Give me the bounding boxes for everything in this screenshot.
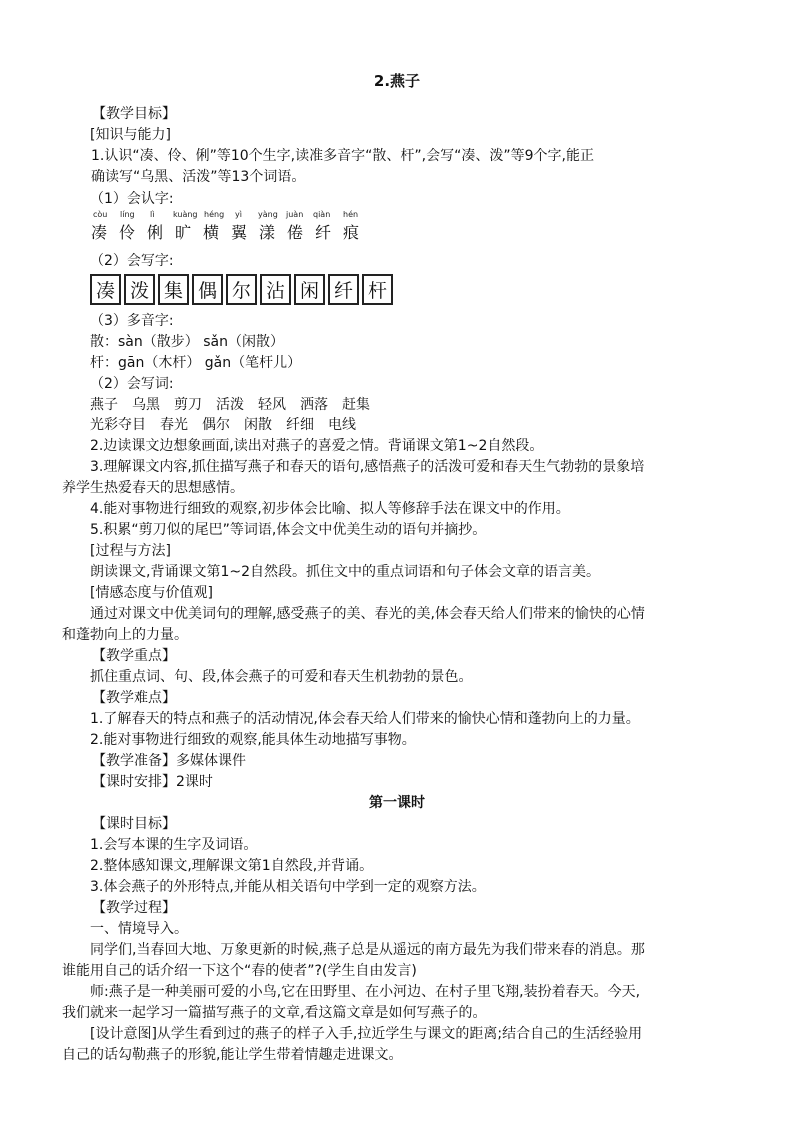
word: 活泼: [216, 397, 244, 413]
design-intent-line2: 自己的话勾勒燕子的形貌,能让学生带着情趣走进课文。: [62, 1047, 403, 1063]
write-char-cell: 泼: [124, 274, 155, 305]
word: 纤细: [286, 417, 314, 433]
writing-grid: [90, 274, 396, 305]
section-heading-schedule: 【课时安排】2课时: [92, 774, 213, 790]
words-heading: （2）会写词:: [90, 376, 174, 392]
attitude-line2: 和蓬勃向上的力量。: [62, 627, 188, 643]
pinyin: qiàn: [313, 210, 331, 219]
goal-5: 5.积累“剪刀似的尾巴”等词语,体会文中优美生动的语句并摘抄。: [90, 522, 487, 538]
section-heading-lesson-goals: 【课时目标】: [92, 816, 176, 832]
goal-1-line1: 1.认识“凑、伶、俐”等10个生字,读准多音字“散、杆”,会写“凑、泼”等9个字,能正: [91, 148, 594, 164]
polyphone-san: 散：sàn（散步） sǎn（闲散）: [90, 334, 284, 350]
step-1-heading: 一、情境导入。: [90, 921, 188, 937]
goal-1-line2: 确读写“乌黑、活泼”等13个词语。: [91, 169, 306, 185]
recognize-char: 倦: [287, 223, 304, 242]
word: 燕子: [90, 397, 118, 413]
word: 剪刀: [174, 397, 202, 413]
write-char-cell: 沾: [260, 274, 291, 305]
recognize-char: 翼: [231, 223, 248, 242]
word: 春光: [160, 417, 188, 433]
word: 赶集: [342, 397, 370, 413]
pinyin: lì: [150, 210, 155, 219]
recognize-char: 俐: [147, 223, 164, 242]
lesson-goal-2: 2.整体感知课文,理解课文第1自然段,并背诵。: [90, 858, 374, 874]
section-heading-difficulty: 【教学难点】: [92, 690, 176, 706]
word: 光彩夺目: [90, 417, 146, 433]
section-heading-key: 【教学重点】: [92, 648, 176, 664]
pinyin: líng: [120, 210, 135, 219]
goal-3-line2: 养学生热爱春天的思想感情。: [62, 480, 244, 496]
difficulty-1: 1.了解春天的特点和燕子的活动情况,体会春天给人们带来的愉快心情和蓬勃向上的力量。: [90, 711, 640, 727]
word: 洒落: [300, 397, 328, 413]
pinyin: héng: [204, 210, 225, 219]
word: 乌黑: [132, 397, 160, 413]
goal-2: 2.边读课文边想象画面,读出对燕子的喜爱之情。背诵课文第1~2自然段。: [90, 438, 544, 454]
subheading-process: [过程与方法]: [90, 543, 171, 559]
pinyin: yàng: [258, 210, 278, 219]
difficulty-2: 2.能对事物进行细致的观察,能具体生动地描写事物。: [90, 732, 416, 748]
recognize-char: 旷: [175, 223, 192, 242]
recognize-char: 伶: [119, 223, 136, 242]
write-char-cell: 集: [158, 274, 189, 305]
goal-3-line1: 3.理解课文内容,抓住描写燕子和春天的语句,感悟燕子的活泼可爱和春天生气勃勃的景象培: [90, 459, 645, 475]
design-intent-line1: [设计意图]从学生看到过的燕子的样子入手,拉近学生与课文的距离;结合自己的生活经验用: [90, 1026, 643, 1042]
pinyin: còu: [93, 210, 108, 219]
lesson-goal-3: 3.体会燕子的外形特点,并能从相关语句中学到一定的观察方法。: [90, 879, 486, 895]
polyphone-gan: 杆：gān（木杆） gǎn（笔杆儿）: [90, 355, 302, 371]
recognize-char: 漾: [259, 223, 276, 242]
subheading-attitude: [情感态度与价值观]: [90, 585, 213, 601]
intro-para-line1: 同学们,当春回大地、万象更新的时候,燕子总是从遥远的南方最先为我们带来春的消息。那: [90, 942, 645, 958]
words-row-2: [90, 414, 370, 436]
write-char-cell: 纤: [328, 274, 359, 305]
section-heading-goals: 【教学目标】: [92, 106, 176, 122]
pinyin: hén: [343, 210, 359, 219]
intro-para-line2: 谁能用自己的话介绍一下这个“春的使者”?(学生自由发言): [62, 963, 417, 979]
write-heading: （2）会写字:: [90, 253, 174, 269]
write-char-cell: 偶: [192, 274, 223, 305]
words-row-1: [90, 394, 384, 416]
attitude-line1: 通过对课文中优美词句的理解,感受燕子的美、春光的美,体会春天给人们带来的愉快的心情: [90, 606, 645, 622]
pinyin: yì: [235, 210, 242, 219]
section-heading-prep: 【教学准备】多媒体课件: [92, 753, 246, 769]
write-char-cell: 闲: [294, 274, 325, 305]
word: 轻风: [258, 397, 286, 413]
pinyin: juàn: [286, 210, 304, 219]
word: 闲散: [244, 417, 272, 433]
recognize-char: 凑: [91, 223, 108, 242]
recognize-heading: （1）会认字:: [90, 191, 174, 207]
word: 偶尔: [202, 417, 230, 433]
recognize-char: 纤: [315, 223, 332, 242]
word: 电线: [328, 417, 356, 433]
goal-4: 4.能对事物进行细致的观察,初步体会比喻、拟人等修辞手法在课文中的作用。: [90, 501, 570, 517]
pinyin: kuàng: [173, 210, 198, 219]
polyphone-heading: （3）多音字:: [90, 313, 174, 329]
write-char-cell: 尔: [226, 274, 257, 305]
lesson-goal-1: 1.会写本课的生字及词语。: [90, 837, 258, 853]
write-char-cell: 杆: [362, 274, 393, 305]
lesson-title: 2.燕子: [373, 72, 421, 90]
process-text: 朗读课文,背诵课文第1~2自然段。抓住文中的重点词语和句子体会文章的语言美。: [90, 564, 600, 580]
section-heading-process: 【教学过程】: [92, 900, 176, 916]
teacher-para-line1: 师:燕子是一种美丽可爱的小鸟,它在田野里、在小河边、在村子里飞翔,装扮着春天。今天,: [90, 984, 641, 1000]
recognize-char: 痕: [343, 223, 360, 242]
write-char-cell: 凑: [90, 274, 121, 305]
subheading-knowledge: [知识与能力]: [90, 127, 171, 143]
key-text: 抓住重点词、句、段,体会燕子的可爱和春天生机勃勃的景色。: [90, 669, 473, 685]
first-lesson-heading: 第一课时: [369, 795, 425, 811]
recognize-char: 横: [203, 223, 220, 242]
teacher-para-line2: 我们就来一起学习一篇描写燕子的文章,看这篇文章是如何写燕子的。: [62, 1005, 487, 1021]
